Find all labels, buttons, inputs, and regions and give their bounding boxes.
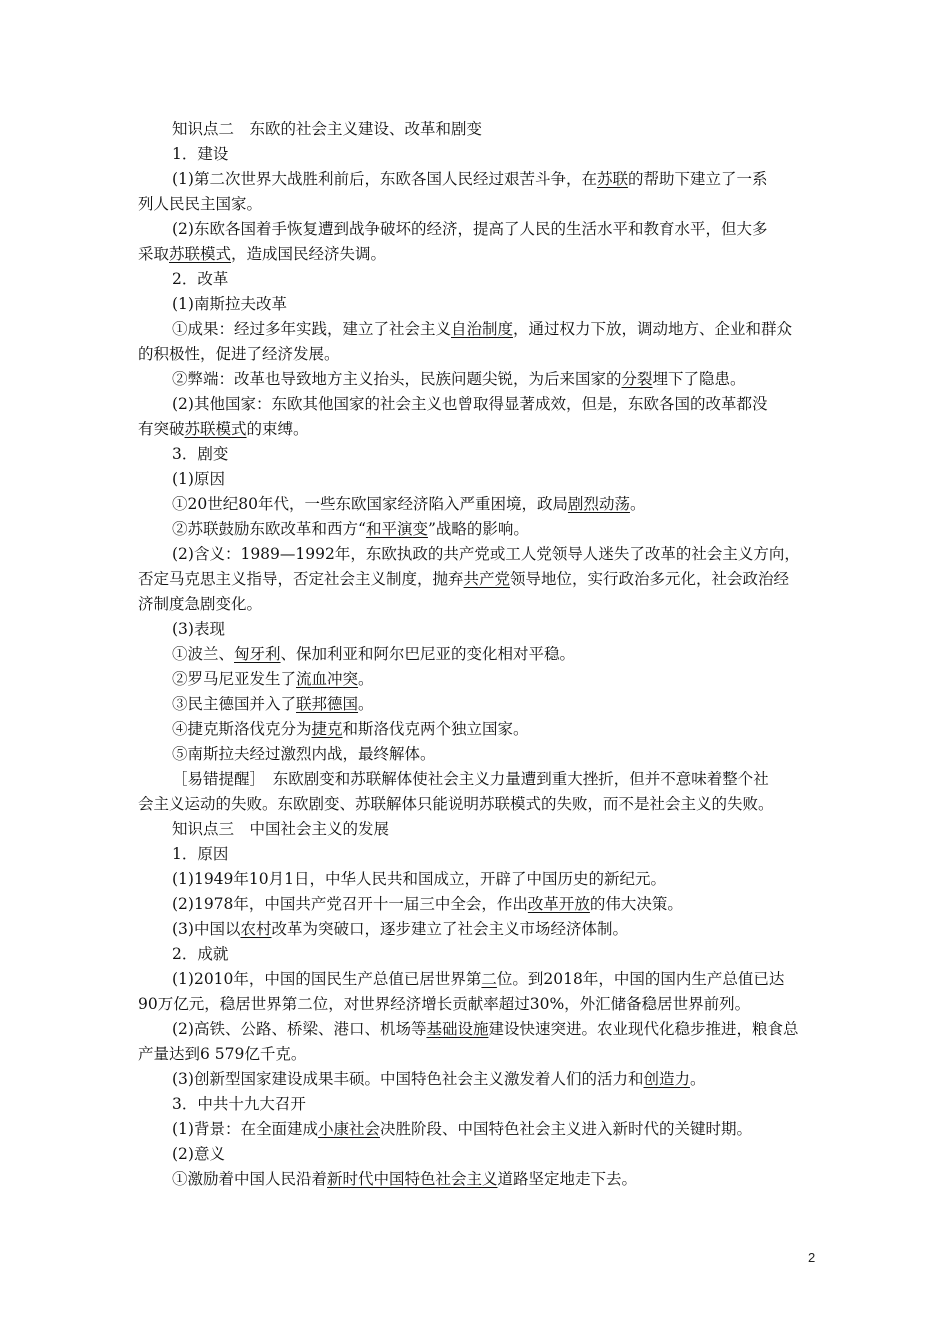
text-line: [138, 142, 818, 167]
text-segment: 的帮助下建立了一系: [627, 170, 768, 188]
text-line: [138, 442, 818, 467]
text-segment: 2．改革: [172, 270, 229, 288]
text-segment: 改革为突破口，逐步建立了社会主义市场经济体制。: [271, 920, 628, 938]
text-line: [138, 842, 818, 867]
text-segment: 济制度急剧变化。: [138, 595, 263, 613]
text-line: [138, 992, 818, 1017]
text-segment: ［易错提醒］ 东欧剧变和苏联解体使社会主义力量遭到重大挫折，但并不意味着整个社: [172, 770, 769, 788]
underlined-answer: 共产党: [463, 570, 511, 588]
underlined-answer: 剧烈动荡: [567, 495, 630, 513]
text-segment: 、保加利亚和阿尔巴尼亚的变化相对平稳。: [280, 645, 576, 663]
text-segment: 道路坚定地走下去。: [497, 1170, 638, 1188]
underlined-answer: 改革开放: [527, 895, 590, 913]
underlined-answer: 创造力: [643, 1070, 690, 1088]
text-segment: ②弊端：改革也导致地方主义抬头，民族问题尖锐，为后来国家的: [172, 370, 622, 388]
text-segment: 知识点三 中国社会主义的发展: [172, 820, 390, 838]
text-segment: (3)表现: [172, 620, 225, 638]
text-line: [138, 567, 818, 592]
text-line: [138, 1092, 818, 1117]
text-line: [138, 1042, 818, 1067]
text-segment: (1)南斯拉夫改革: [172, 295, 287, 313]
text-line: [138, 417, 818, 442]
text-line: [138, 517, 818, 542]
underlined-answer: 和平演变: [365, 520, 428, 538]
text-line: [138, 342, 818, 367]
text-segment: 位。到2018年，中国的国内生产总值已达: [496, 970, 785, 988]
text-segment: 。: [358, 695, 374, 713]
text-line: [138, 967, 818, 992]
text-segment: 会主义运动的失败。东欧剧变、苏联解体只能说明苏联模式的失败，而不是社会主义的失败。: [138, 795, 774, 813]
text-segment: (1)2010年，中国的国民生产总值已居世界第: [172, 970, 482, 988]
text-line: [138, 192, 818, 217]
text-segment: 决胜阶段、中国特色社会主义进入新时代的关键时期。: [379, 1120, 752, 1138]
text-segment: 建设快速突进。农业现代化稳步推进，粮食总: [488, 1020, 799, 1038]
text-line: [138, 292, 818, 317]
text-segment: 采取: [138, 245, 170, 263]
underlined-answer: 苏联模式: [169, 245, 232, 263]
text-segment: 。: [689, 1070, 706, 1088]
text-line: [138, 467, 818, 492]
document-body: [138, 117, 818, 1192]
underlined-answer: 小康社会: [317, 1120, 380, 1138]
text-segment: 3．剧变: [172, 445, 229, 463]
text-segment: 。: [629, 495, 646, 513]
text-segment: (2)意义: [172, 1145, 225, 1163]
text-segment: ①20世纪80年代，一些东欧国家经济陷入严重困境，政局: [172, 495, 568, 513]
text-segment: (3)创新型国家建设成果丰硕。中国特色社会主义激发着人们的活力和: [172, 1070, 644, 1088]
text-line: [138, 667, 818, 692]
text-segment: ③民主德国并入了: [172, 695, 297, 713]
text-segment: (2)其他国家：东欧其他国家的社会主义也曾取得显著成效，但是，东欧各国的改革都没: [172, 395, 768, 413]
underlined-answer: 自治制度: [451, 320, 514, 338]
text-line: [138, 917, 818, 942]
text-line: [138, 317, 818, 342]
text-segment: ①激励着中国人民沿着: [172, 1170, 328, 1188]
underlined-answer: 农村: [240, 920, 272, 938]
text-segment: 1．原因: [172, 845, 229, 863]
text-segment: (2)含义：1989—1992年，东欧执政的共产党或工人党领导人迷失了改革的社会主义方向，: [172, 545, 800, 563]
text-segment: ”战略的影响。: [427, 520, 529, 538]
text-line: [138, 492, 818, 517]
text-line: [138, 242, 818, 267]
text-segment: 知识点二 东欧的社会主义建设、改革和剧变: [172, 120, 483, 138]
text-segment: 90万亿元，稳居世界第二位，对世界经济增长贡献率超过30%，外汇储备稳居世界前列。: [138, 995, 751, 1013]
underlined-answer: 苏联模式: [184, 420, 247, 438]
underlined-answer: 匈牙利: [234, 645, 281, 663]
text-segment: 列人民民主国家。: [138, 195, 263, 213]
text-line: [138, 867, 818, 892]
text-line: [138, 742, 818, 767]
text-segment: 1．建设: [172, 145, 229, 163]
text-line: [138, 767, 818, 792]
text-segment: 和斯洛伐克两个独立国家。: [342, 720, 529, 738]
text-segment: (3)中国以: [172, 920, 241, 938]
text-segment: (2)东欧各国着手恢复遭到战争破坏的经济，提高了人民的生活水平和教育水平，但大多: [172, 220, 768, 238]
text-line: [138, 717, 818, 742]
text-line: [138, 1067, 818, 1092]
underlined-answer: 流血冲突: [296, 670, 359, 688]
underlined-answer: 分裂: [621, 370, 653, 388]
text-segment: 的积极性，促进了经济发展。: [138, 345, 340, 363]
underlined-answer: 捷克: [311, 720, 343, 738]
text-segment: ④捷克斯洛伐克分为: [172, 720, 312, 738]
text-segment: 否定马克思主义指导，否定社会主义制度，抛弃: [138, 570, 464, 588]
text-segment: 埋下了隐患。: [652, 370, 746, 388]
text-line: [138, 1142, 818, 1167]
text-segment: ，通过权力下放，调动地方、企业和群众: [513, 320, 793, 338]
text-line: [138, 392, 818, 417]
text-segment: (1)原因: [172, 470, 225, 488]
text-line: [138, 692, 818, 717]
text-line: [138, 942, 818, 967]
text-segment: ①波兰、: [172, 645, 235, 663]
underlined-answer: 联邦德国: [296, 695, 359, 713]
text-line: [138, 892, 818, 917]
text-line: [138, 267, 818, 292]
underlined-answer: 基础设施: [426, 1020, 489, 1038]
text-line: [138, 592, 818, 617]
text-line: [138, 792, 818, 817]
text-segment: (1)1949年10月1日，中华人民共和国成立，开辟了中国历史的新纪元。: [172, 870, 666, 888]
text-segment: 有突破: [138, 420, 185, 438]
text-line: [138, 542, 818, 567]
underlined-answer: 二: [481, 970, 497, 988]
text-line: [138, 1167, 818, 1192]
underlined-answer: 新时代中国特色社会主义: [327, 1170, 498, 1188]
underlined-answer: 苏联: [596, 170, 628, 188]
text-line: [138, 1017, 818, 1042]
text-segment: 的伟大决策。: [589, 895, 683, 913]
text-line: [138, 642, 818, 667]
text-segment: 。: [358, 670, 374, 688]
text-line: [138, 167, 818, 192]
text-segment: 的束缚。: [246, 420, 309, 438]
text-segment: ，造成国民经济失调。: [231, 245, 387, 263]
text-line: [138, 617, 818, 642]
text-segment: 产量达到6 579亿千克。: [138, 1045, 307, 1063]
text-segment: 2．成就: [172, 945, 229, 963]
text-segment: 3．中共十九大召开: [172, 1095, 306, 1113]
text-segment: ②苏联鼓励东欧改革和西方“: [172, 520, 366, 538]
text-line: [138, 117, 818, 142]
text-segment: (2)1978年，中国共产党召开十一届三中全会，作出: [172, 895, 528, 913]
text-segment: ⑤南斯拉夫经过激烈内战，最终解体。: [172, 745, 436, 763]
text-segment: 领导地位，实行政治多元化，社会政治经: [510, 570, 790, 588]
text-segment: ①成果：经过多年实践，建立了社会主义: [172, 320, 452, 338]
text-segment: (1)背景：在全面建成: [172, 1120, 318, 1138]
text-line: [138, 217, 818, 242]
text-segment: (2)高铁、公路、桥梁、港口、机场等: [172, 1020, 427, 1038]
text-segment: (1)第二次世界大战胜利前后，东欧各国人民经过艰苦斗争，在: [172, 170, 597, 188]
text-segment: ②罗马尼亚发生了: [172, 670, 297, 688]
text-line: [138, 367, 818, 392]
text-line: [138, 1117, 818, 1142]
page-number: 2: [808, 1250, 816, 1265]
text-line: [138, 817, 818, 842]
